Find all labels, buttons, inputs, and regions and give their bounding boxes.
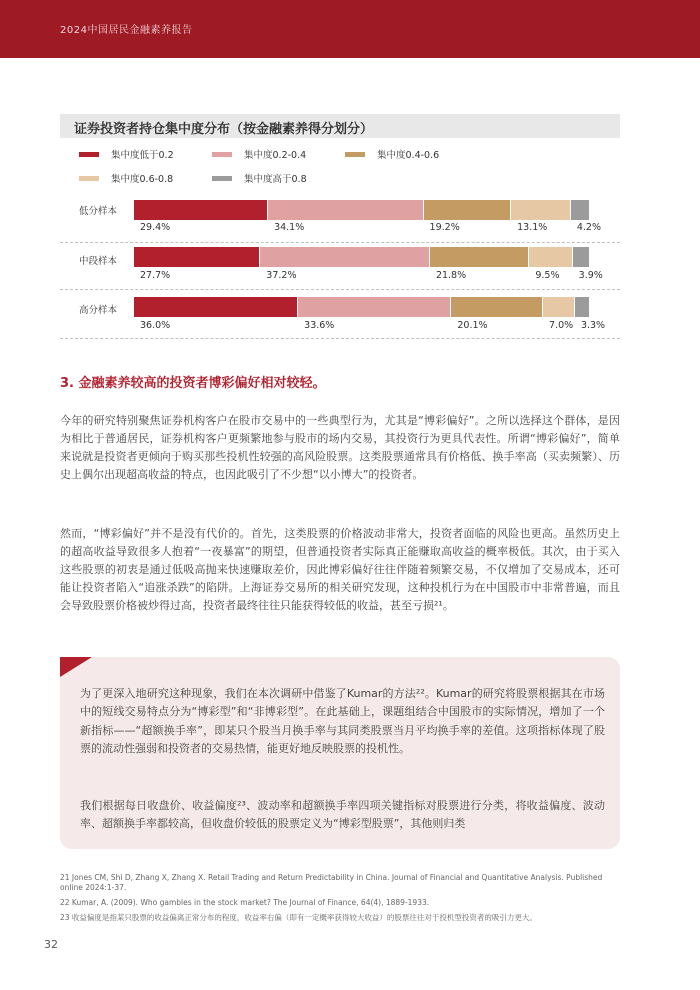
section-heading: 3. 金融素养较高的投资者博彩偏好相对较轻。 [60,376,326,391]
footnote: 21 Jones CM, Shi D, Zhang X, Zhang X. Retail Trading and Return Predictability in China. Journal of Financial and Quantitative Analysis. Published online 2024:1-37. [60,873,603,892]
data-label: 3.9% [578,270,603,281]
chart-title-bar [60,114,620,138]
data-label: 27.7% [140,270,171,281]
legend-label: 集中度高于0.8 [244,174,307,185]
callout-paragraph: 我们根据每日收盘价、收益偏度²³、波动率和超额换手率四项关键指标对股票进行分类，将收益偏度、波动率、超额换手率都较高，但收盘价较低的股票定义为“博彩型股票”，其他则归类 [80,799,605,831]
row-divider [60,242,620,243]
page-header-band [0,0,700,58]
bar-segment [575,297,590,317]
legend-label: 集中度0.4-0.6 [377,150,440,161]
data-label: 29.4% [140,222,171,233]
body-paragraph: 然而，“博彩偏好”并不是没有代价的。首先，这类股票的价格波动非常大，投资者面临的风险也更高。虽然历史上的超高收益导致很多人抱着“一夜暴富”的期望，但普通投资者实际真正能赚取高收益的概率极低。其次，由于买入这些股票的初衷是通过低吸高抛来快速赚取差价，因此博彩偏好往往伴随着频繁交易，不仅增加了交易成本，还可能让投资者陷入“追涨杀跌”的陷阱。上海证券交易所的相关研究发现，这种投机行为在中国股市中非常普遍，而且会导致股票价格被炒得过高，投资者最终往往只能获得较低的收益，甚至亏损²¹。 [60,527,620,612]
page-number: 32 [44,938,58,951]
data-label: 9.5% [535,270,560,281]
data-label: 13.1% [517,222,548,233]
bar-segment [451,297,543,317]
bar-segment [134,200,268,220]
bar-segment [424,200,512,220]
bar-segment [511,200,571,220]
data-label: 36.0% [140,320,171,331]
data-label: 3.3% [580,320,606,331]
legend-item [212,171,307,185]
row-divider [60,338,620,339]
bar-segment [571,200,590,220]
category-label: 中段样本 [79,256,118,267]
chart-title: 证券投资者持仓集中度分布（按金融素养得分划分） [74,122,374,137]
bar-segment [134,247,260,267]
legend-item [79,171,173,185]
data-label: 34.1% [274,222,305,233]
legend-swatch [79,152,99,157]
category-label: 低分样本 [79,206,118,217]
callout-corner-tab [60,657,92,677]
data-label: 37.2% [266,270,297,281]
body-paragraph: 今年的研究特别聚焦证券机构客户在股市交易中的一些典型行为，尤其是“博彩偏好”。之所以选择这个群体，是因为相比于普通居民，证券机构客户更频繁地参与股市的场内交易，其投资行为更具代表性。所谓“博彩偏好”，简单来说就是投资者更倾向于购买那些投机性较强的高风险股票。这类股票通常具有价格低、换手率高（买卖频繁）、历史上偶尔出现超高收益的特点，也因此吸引了不少想“以小博大”的投资者。 [60,414,620,481]
data-label: 21.8% [435,270,467,281]
legend-label: 集中度低于0.2 [111,150,174,161]
legend-label: 集中度0.2-0.4 [244,150,307,161]
data-label: 19.2% [429,222,460,233]
legend-swatch [345,152,365,157]
legend-swatch [212,176,232,181]
bar-segment [298,297,451,317]
legend-swatch [79,176,99,181]
data-label: 33.6% [304,320,335,331]
bar-segment [430,247,529,267]
footnote: 23 收益偏度是指某只股票的收益偏离正常分布的程度，收益率右偏（即有一定概率获得较大收益）的股票往往对于投机型投资者的吸引力更大。 [60,913,537,922]
legend-item [79,147,174,161]
bar-segment [529,247,572,267]
bar-segment [573,247,591,267]
row-divider [60,289,620,290]
data-label: 7.0% [549,320,574,331]
report-title: 2024中国居民金融素养报告 [60,25,193,36]
bar-segment [260,247,430,267]
bar-segment [543,297,575,317]
legend-item [212,147,306,161]
legend-label: 集中度0.6-0.8 [111,174,174,185]
callout-box [60,657,620,849]
bar-row [134,297,590,317]
bar-row [134,200,590,220]
callout-paragraph: 为了更深入地研究这种现象，我们在本次调研中借鉴了Kumar的方法²²。Kumar的研究将股票根据其在市场中的短线交易特点分为“博彩型”和“非博彩型”。在此基础上，课题组结合中国股市的实际情况，增加了一个新指标——“超额换手率”，即某只个股当月换手率与其同类股票当月平均换手率的差值。这项指标体现了股票的流动性强弱和投资者的交易热情，能更好地反映股票的投机性。 [80,687,605,755]
legend-swatch [212,152,232,157]
bar-row [134,247,590,267]
legend-item [345,147,439,161]
category-label: 高分样本 [79,305,118,316]
footnote: 22 Kumar, A. (2009). Who gambles in the stock market? The Journal of Finance, 64(4), 1889-1933. [60,898,430,907]
data-label: 20.1% [457,320,488,331]
bar-segment [134,297,298,317]
data-label: 4.2% [576,222,601,233]
bar-segment [268,200,423,220]
